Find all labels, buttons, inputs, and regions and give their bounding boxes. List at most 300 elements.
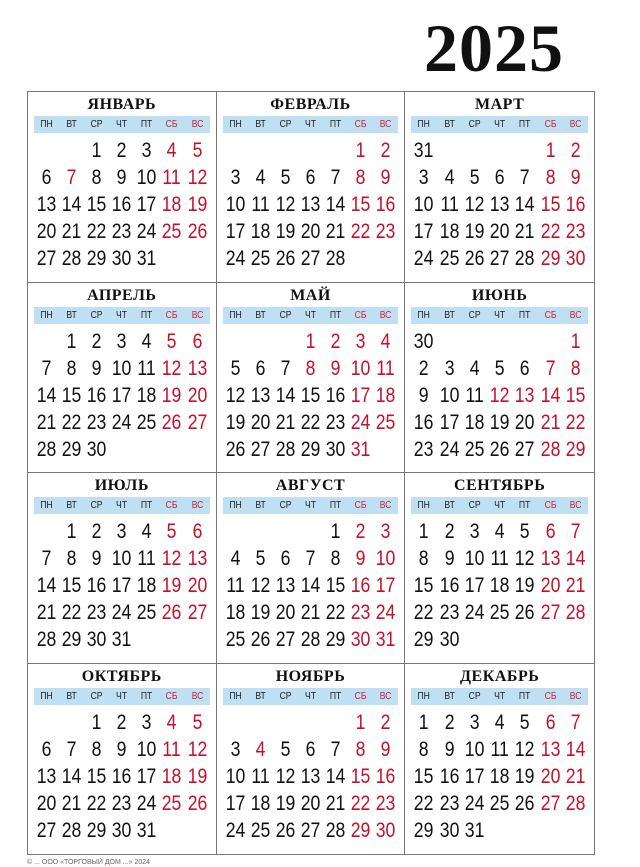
day-number: 12 [275, 193, 296, 216]
day-empty [325, 709, 346, 736]
day-number: 5 [167, 329, 177, 353]
day-number: 7 [41, 547, 52, 570]
weekday-label: СБ [354, 689, 367, 702]
weekday-label: СР [468, 689, 481, 702]
day-number: 30 [86, 628, 107, 651]
day-number: 12 [515, 737, 535, 761]
day-number: 28 [325, 818, 346, 842]
day-number: 23 [375, 220, 396, 243]
day-number: 16 [350, 574, 371, 597]
day-empty [514, 137, 535, 164]
day-number: 16 [112, 193, 132, 216]
year-title: 2025 [424, 10, 564, 86]
weekday-label: СР [90, 689, 103, 702]
weekday-label: ПТ [141, 308, 153, 321]
day-number: 24 [375, 601, 396, 624]
day-number: 13 [300, 764, 321, 788]
day-number: 4 [167, 710, 177, 734]
day-number: 8 [91, 737, 102, 761]
day-number: 5 [192, 139, 203, 162]
day-number: 11 [490, 547, 509, 570]
day-number: 4 [380, 329, 391, 353]
day-number: 3 [355, 329, 366, 353]
weekday-label: ПН [228, 118, 242, 130]
day-number: 21 [565, 574, 586, 597]
day-number: 14 [61, 764, 82, 788]
day-number: 11 [251, 764, 270, 788]
day-number: 22 [86, 791, 107, 815]
day-number: 9 [380, 166, 391, 189]
day-number: 17 [225, 220, 246, 243]
day-number: 23 [439, 791, 459, 815]
day-number: 5 [255, 547, 266, 570]
day-number: 15 [86, 764, 107, 788]
days-grid [223, 328, 399, 463]
day-number: 19 [225, 410, 246, 434]
day-number: 18 [375, 383, 396, 407]
day-number: 25 [162, 791, 182, 815]
day-number: 5 [519, 710, 530, 734]
days-grid [411, 518, 588, 653]
day-number: 3 [469, 710, 480, 734]
day-number: 2 [91, 520, 102, 543]
weekday-label: ПТ [141, 689, 153, 702]
weekday-label: СР [90, 308, 103, 321]
day-number: 14 [325, 193, 346, 216]
day-empty [61, 709, 82, 736]
day-number: 1 [355, 139, 366, 162]
day-number: 24 [464, 601, 485, 624]
day-number: 16 [439, 764, 459, 788]
day-number: 23 [86, 410, 107, 434]
day-number: 29 [86, 247, 107, 270]
weekday-header [34, 307, 210, 324]
weekday-label: ПН [417, 689, 431, 702]
weekday-label: СБ [544, 118, 557, 130]
weekday-label: ПН [40, 308, 53, 321]
day-number: 1 [91, 710, 102, 734]
month-name: ОКТЯБРЬ [81, 667, 162, 685]
weekday-label: ЧТ [304, 499, 316, 511]
month-block [28, 92, 217, 283]
day-empty [61, 137, 82, 164]
day-number: 30 [375, 818, 396, 842]
day-number: 14 [565, 737, 586, 761]
day-number: 13 [515, 383, 535, 407]
month-name: ИЮЛЬ [94, 477, 149, 494]
day-number: 13 [489, 193, 510, 216]
day-number: 16 [565, 193, 586, 216]
day-number: 7 [545, 356, 556, 380]
day-number: 30 [350, 628, 371, 651]
day-number: 22 [300, 410, 321, 434]
day-number: 19 [515, 764, 535, 788]
day-number: 17 [350, 383, 371, 407]
day-number: 15 [350, 193, 371, 216]
day-number: 15 [414, 574, 434, 597]
day-number: 2 [116, 139, 127, 162]
weekday-label: ВС [379, 308, 392, 321]
weekday-label: СБ [166, 499, 178, 511]
day-number: 13 [36, 193, 57, 216]
day-empty [565, 626, 586, 653]
day-number: 10 [137, 737, 157, 761]
day-empty [325, 137, 346, 164]
weekday-label: ВТ [255, 118, 266, 130]
day-number: 27 [540, 601, 560, 624]
day-number: 10 [350, 356, 371, 380]
day-number: 11 [137, 356, 157, 380]
day-number: 3 [142, 710, 152, 734]
weekday-label: ВТ [443, 689, 455, 702]
month-block [217, 473, 406, 664]
day-number: 10 [414, 193, 434, 216]
day-number: 27 [36, 247, 57, 270]
day-number: 29 [540, 247, 560, 270]
day-number: 5 [494, 356, 505, 380]
day-empty [250, 709, 271, 736]
day-number: 8 [419, 737, 429, 761]
day-number: 29 [565, 437, 586, 461]
day-number: 24 [225, 818, 246, 842]
day-number: 27 [300, 247, 321, 270]
day-number: 17 [137, 193, 157, 216]
weekday-label: ЧТ [304, 689, 316, 702]
month-name: ИЮНЬ [471, 286, 528, 304]
day-number: 22 [540, 220, 560, 243]
day-empty [375, 436, 396, 463]
weekday-label: СР [90, 499, 103, 511]
day-number: 28 [36, 437, 57, 461]
day-empty [36, 518, 57, 545]
day-number: 1 [66, 329, 77, 353]
day-number: 19 [275, 791, 296, 815]
weekday-label: ПТ [329, 308, 342, 321]
day-number: 18 [489, 574, 510, 597]
day-number: 28 [275, 437, 296, 461]
day-number: 25 [225, 628, 246, 651]
day-empty [225, 137, 246, 164]
day-number: 19 [187, 193, 207, 216]
weekday-label: ПТ [329, 689, 342, 702]
day-number: 12 [464, 193, 485, 216]
day-empty [161, 245, 182, 272]
day-number: 19 [515, 574, 535, 597]
weekday-header [411, 307, 588, 324]
day-empty [225, 328, 246, 355]
day-number: 1 [355, 710, 366, 734]
day-number: 7 [330, 166, 341, 189]
day-empty [300, 709, 321, 736]
day-empty [350, 245, 371, 272]
day-number: 12 [162, 356, 182, 380]
day-empty [540, 328, 561, 355]
day-number: 23 [439, 601, 459, 624]
weekday-header [34, 688, 210, 705]
day-number: 3 [469, 520, 480, 543]
day-number: 14 [540, 383, 560, 407]
day-number: 3 [116, 329, 127, 353]
day-number: 12 [187, 166, 207, 189]
weekday-label: ВС [569, 499, 582, 511]
day-number: 23 [112, 220, 132, 243]
day-number: 18 [489, 764, 510, 788]
day-number: 9 [419, 383, 429, 407]
day-number: 11 [162, 737, 182, 761]
day-number: 24 [464, 791, 485, 815]
weekday-label: ЧТ [116, 308, 128, 321]
day-number: 2 [570, 139, 581, 162]
weekday-label: ПН [40, 499, 53, 511]
day-number: 13 [300, 193, 321, 216]
day-number: 13 [275, 574, 296, 597]
day-number: 27 [515, 437, 535, 461]
day-number: 14 [515, 193, 535, 216]
day-number: 7 [66, 737, 77, 761]
day-number: 5 [469, 166, 480, 189]
day-number: 22 [414, 601, 434, 624]
day-number: 16 [325, 383, 346, 407]
weekday-label: ЧТ [116, 118, 128, 130]
day-number: 8 [66, 547, 77, 570]
day-empty [275, 328, 296, 355]
day-number: 22 [61, 410, 82, 434]
day-number: 21 [515, 220, 535, 243]
day-number: 12 [162, 547, 182, 570]
day-number: 1 [305, 329, 316, 353]
month-name: ЯНВАРЬ [87, 96, 157, 113]
month-block [405, 283, 594, 474]
day-number: 26 [515, 791, 535, 815]
weekday-label: ВС [569, 118, 582, 130]
day-number: 24 [350, 410, 371, 434]
day-number: 3 [230, 166, 241, 189]
days-grid [223, 518, 399, 653]
weekday-label: ПТ [329, 499, 342, 511]
day-number: 19 [464, 220, 485, 243]
day-number: 11 [376, 356, 395, 380]
day-number: 13 [187, 356, 207, 380]
weekday-label: СР [279, 308, 292, 321]
day-number: 31 [464, 818, 485, 842]
day-number: 27 [300, 818, 321, 842]
day-number: 1 [570, 329, 581, 353]
weekday-header [411, 688, 588, 705]
day-number: 26 [162, 601, 182, 624]
day-number: 22 [350, 220, 371, 243]
weekday-label: ПН [417, 499, 431, 511]
day-number: 14 [300, 574, 321, 597]
day-number: 24 [225, 247, 246, 270]
day-number: 1 [419, 710, 429, 734]
month-name: СЕНТЯБРЬ [454, 477, 546, 494]
day-empty [514, 328, 535, 355]
day-number: 14 [36, 383, 57, 407]
weekday-header [34, 497, 210, 514]
weekday-label: ЧТ [494, 308, 506, 321]
day-empty [464, 328, 485, 355]
month-block [217, 664, 406, 855]
day-number: 20 [515, 410, 535, 434]
day-empty [514, 626, 535, 653]
day-number: 13 [540, 737, 560, 761]
day-empty [187, 436, 208, 463]
month-block [217, 283, 406, 474]
day-number: 6 [545, 520, 556, 543]
day-number: 10 [439, 383, 459, 407]
day-number: 18 [162, 193, 182, 216]
day-number: 26 [489, 437, 510, 461]
day-number: 10 [137, 166, 157, 189]
weekday-label: ВТ [66, 499, 77, 511]
day-number: 2 [91, 329, 102, 353]
weekday-label: ПН [417, 308, 431, 321]
day-number: 25 [137, 410, 157, 434]
day-number: 24 [414, 247, 434, 270]
day-number: 9 [116, 166, 127, 189]
weekday-label: ВС [191, 689, 203, 702]
day-number: 4 [167, 139, 177, 162]
day-empty [540, 626, 561, 653]
weekday-label: СБ [354, 118, 367, 130]
day-empty [250, 137, 271, 164]
day-number: 10 [112, 356, 132, 380]
day-number: 4 [142, 329, 152, 353]
day-number: 28 [36, 628, 57, 651]
day-number: 14 [36, 574, 57, 597]
weekday-label: ПН [228, 499, 242, 511]
days-grid [34, 328, 210, 463]
day-number: 17 [414, 220, 434, 243]
month-name: МАЙ [290, 286, 331, 304]
day-empty [187, 817, 208, 844]
weekday-label: ВС [191, 308, 203, 321]
day-number: 1 [91, 139, 102, 162]
day-number: 27 [187, 410, 207, 434]
days-grid [34, 518, 210, 653]
day-number: 6 [545, 710, 556, 734]
day-number: 26 [250, 628, 271, 651]
day-number: 4 [255, 737, 266, 761]
day-number: 19 [275, 220, 296, 243]
day-number: 7 [41, 356, 52, 380]
day-number: 28 [61, 247, 82, 270]
weekday-label: ЧТ [494, 118, 506, 130]
day-number: 25 [489, 601, 510, 624]
day-number: 26 [275, 818, 296, 842]
day-number: 16 [414, 410, 434, 434]
day-number: 24 [112, 410, 132, 434]
day-empty [439, 328, 460, 355]
day-number: 3 [116, 520, 127, 543]
day-number: 9 [444, 737, 455, 761]
day-empty [187, 626, 208, 653]
day-number: 8 [355, 737, 366, 761]
weekday-header [411, 116, 588, 133]
day-number: 25 [464, 437, 485, 461]
month-name: АВГУСТ [275, 477, 346, 494]
day-number: 25 [250, 247, 271, 270]
day-number: 20 [540, 764, 560, 788]
day-number: 16 [439, 574, 459, 597]
day-number: 12 [187, 737, 207, 761]
day-number: 5 [280, 166, 291, 189]
day-number: 30 [112, 818, 132, 842]
day-number: 14 [275, 383, 296, 407]
day-number: 3 [230, 737, 241, 761]
day-number: 29 [61, 437, 82, 461]
day-number: 18 [162, 764, 182, 788]
day-number: 2 [116, 710, 127, 734]
day-number: 6 [41, 737, 52, 761]
day-number: 28 [515, 247, 535, 270]
day-number: 22 [61, 601, 82, 624]
day-number: 15 [540, 193, 560, 216]
day-number: 2 [419, 356, 429, 380]
day-number: 21 [36, 601, 57, 624]
weekday-label: ВТ [443, 118, 455, 130]
days-grid [34, 137, 210, 272]
day-empty [36, 328, 57, 355]
days-grid [411, 328, 588, 463]
day-number: 26 [275, 247, 296, 270]
day-empty [36, 137, 57, 164]
days-grid [411, 137, 588, 272]
day-number: 12 [250, 574, 271, 597]
day-number: 8 [570, 356, 581, 380]
day-number: 11 [162, 166, 182, 189]
day-number: 21 [61, 791, 82, 815]
day-number: 14 [61, 193, 82, 216]
day-number: 7 [66, 166, 77, 189]
day-empty [136, 436, 157, 463]
day-number: 4 [255, 166, 266, 189]
month-block [28, 664, 217, 855]
day-number: 13 [540, 547, 560, 570]
day-number: 23 [565, 220, 586, 243]
day-number: 12 [489, 383, 510, 407]
day-empty [250, 328, 271, 355]
weekday-label: ВТ [255, 499, 266, 511]
weekday-label: СБ [544, 499, 557, 511]
weekday-label: ПН [40, 689, 53, 702]
day-number: 28 [61, 818, 82, 842]
day-empty [540, 817, 561, 844]
day-number: 6 [280, 547, 291, 570]
day-number: 15 [61, 383, 82, 407]
weekday-label: ВТ [66, 689, 77, 702]
day-number: 19 [162, 574, 182, 597]
weekday-header [34, 116, 210, 133]
day-number: 7 [280, 356, 291, 380]
day-number: 20 [187, 383, 207, 407]
day-number: 27 [540, 791, 560, 815]
day-number: 16 [86, 383, 107, 407]
weekday-label: ВС [191, 118, 203, 130]
day-number: 24 [112, 601, 132, 624]
day-number: 3 [444, 356, 455, 380]
day-number: 15 [325, 574, 346, 597]
day-number: 4 [494, 710, 505, 734]
day-number: 21 [275, 410, 296, 434]
day-number: 31 [414, 139, 434, 162]
day-number: 17 [137, 764, 157, 788]
day-number: 22 [414, 791, 434, 815]
day-number: 15 [86, 193, 107, 216]
day-number: 20 [250, 410, 271, 434]
day-number: 17 [225, 791, 246, 815]
day-number: 11 [226, 574, 245, 597]
